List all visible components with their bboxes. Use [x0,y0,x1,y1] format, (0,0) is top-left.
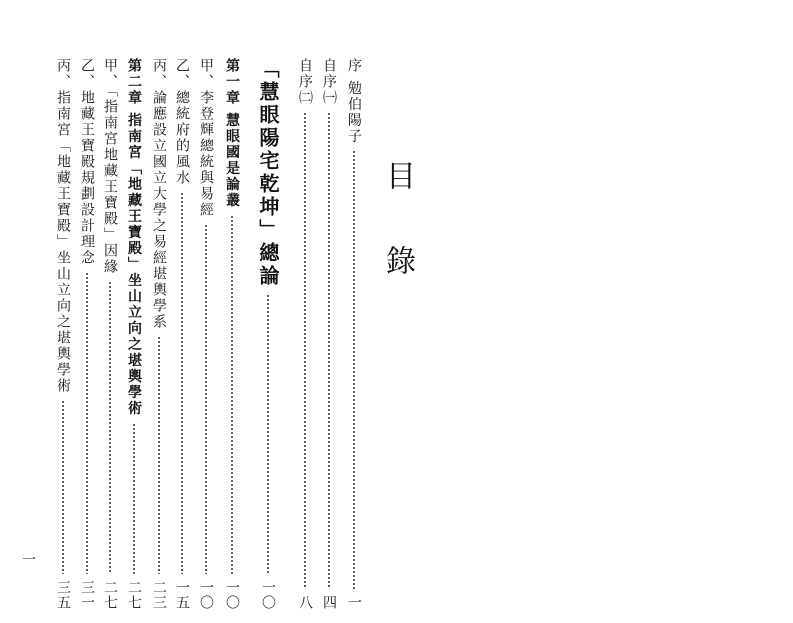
toc-entry-label: 「慧眼陽宅乾坤」總論 [256,58,280,288]
toc-entry[interactable] [173,58,191,610]
leader-dots [109,281,111,574]
toc-entry[interactable] [223,58,241,610]
folio-page-number: 一 [20,552,36,566]
toc-entry-page: 三一 [79,580,95,610]
toc-entry[interactable] [296,58,314,610]
toc-entry-label: 乙、地藏王寶殿規劃設計理念 [79,58,95,266]
toc-entry-page: 一〇 [260,580,276,610]
toc-entry[interactable] [256,58,280,610]
leader-dots [267,294,269,574]
toc-entry[interactable] [345,58,363,610]
toc-entry-page: 三五 [55,580,71,610]
toc-entry[interactable] [101,58,119,610]
leader-dots [158,336,160,574]
toc-entry-label: 第二章 指南宮「地藏王寶殿」坐山立向之堪輿學術 [126,58,142,417]
toc-entry-page: 一〇 [224,580,240,610]
leader-dots [181,192,183,574]
toc-entry-label: 甲、李登輝總統與易經 [198,58,214,218]
toc-entry-label: 自序㈡ [297,58,313,106]
toc-entry-label: 丙、論應設立國立大學之易經堪輿學系 [151,58,167,330]
leader-dots [353,150,355,589]
leader-dots [328,112,330,589]
leader-dots [304,112,306,589]
toc-entry-page: 四 [321,595,337,610]
toc-entry-page: 二三 [151,580,167,610]
leader-dots [62,400,64,574]
toc-entry[interactable] [78,58,96,610]
toc-entry-label: 乙、總統府的風水 [174,58,190,186]
leader-dots [231,215,233,574]
toc-entry-label: 第一章 慧眼國是論叢 [224,58,240,209]
toc-entry[interactable] [320,58,338,610]
toc-entry-page: 一五 [174,580,190,610]
toc-entry[interactable] [125,58,143,610]
toc-entry-page: 一〇 [198,580,214,610]
toc-entry-label: 序 勉伯陽子 [346,58,362,145]
toc-entry-page: 二七 [126,580,142,610]
toc-entry-label: 丙、指南宮「地藏王寶殿」坐山立向之堪輿學術 [55,58,71,394]
contents-title: 目錄 [380,160,415,330]
toc-entry[interactable] [54,58,72,610]
toc-entry[interactable] [197,58,215,610]
toc-entry-label: 甲、「指南宮地藏王寶殿」因緣 [102,58,118,275]
toc-entry-page: 一 [346,595,362,610]
toc-entry-page: 二七 [102,580,118,610]
leader-dots [205,224,207,574]
toc-entry[interactable] [150,58,168,610]
toc-entry-page: 八 [297,595,313,610]
toc-entry-label: 自序㈠ [321,58,337,106]
leader-dots [86,272,88,574]
leader-dots [133,423,135,574]
